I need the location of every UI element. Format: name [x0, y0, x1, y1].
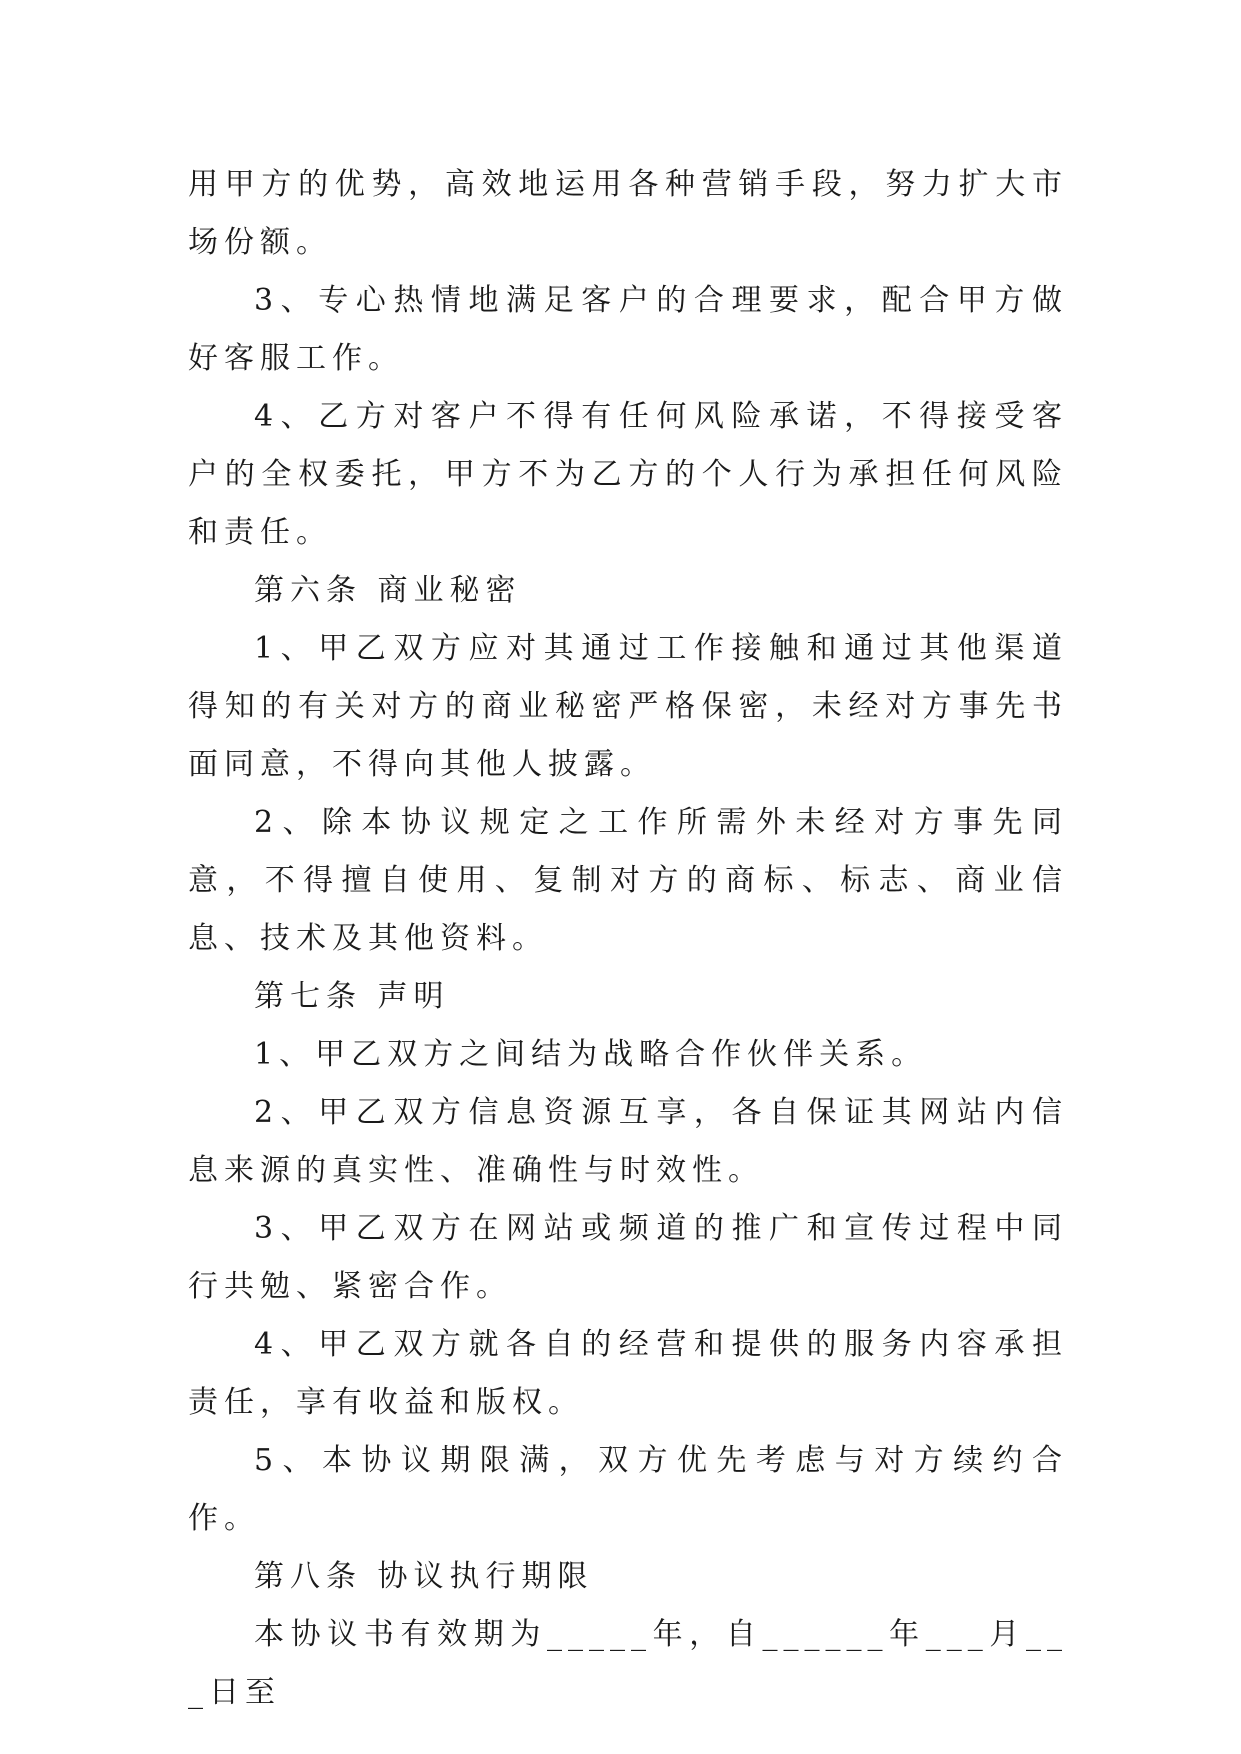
paragraph-statement-2: 2、甲乙双方信息资源互享，各自保证其网站内信息来源的真实性、准确性与时效性。 — [188, 1095, 1068, 1188]
paragraph-secret-2: 2、除本协议规定之工作所需外未经对方事先同意，不得擅自使用、复制对方的商标、标志、商业信息、技术及其他资料。 — [188, 805, 1068, 956]
paragraph-continuation: 用甲方的优势，高效地运用各种营销手段，努力扩大市场份额。 — [188, 167, 1068, 260]
document-body — [188, 156, 1068, 1722]
paragraph-term: 本协议书有效期为_____年，自______年___月___日至 — [188, 1617, 1068, 1710]
paragraph-statement-1: 1、甲乙双方之间结为战略合作伙伴关系。 — [254, 1037, 928, 1072]
paragraph-statement-5: 5、本协议期限满，双方优先考虑与对方续约合作。 — [188, 1443, 1068, 1536]
paragraph-item-3: 3、专心热情地满足客户的合理要求，配合甲方做好客服工作。 — [188, 283, 1068, 376]
paragraph-statement-4: 4、甲乙双方就各自的经营和提供的服务内容承担责任，享有收益和版权。 — [188, 1327, 1068, 1420]
paragraph-statement-3: 3、甲乙双方在网站或频道的推广和宣传过程中同行共勉、紧密合作。 — [188, 1211, 1068, 1304]
section-heading-8: 第八条 协议执行期限 — [254, 1559, 594, 1594]
paragraph-item-4: 4、乙方对客户不得有任何风险承诺，不得接受客户的全权委托，甲方不为乙方的个人行为承担任何风险和责任。 — [188, 399, 1068, 550]
paragraph-secret-1: 1、甲乙双方应对其通过工作接触和通过其他渠道得知的有关对方的商业秘密严格保密，未经对方事先书面同意，不得向其他人披露。 — [188, 631, 1068, 782]
section-heading-6: 第六条 商业秘密 — [254, 573, 522, 608]
section-heading-7: 第七条 声明 — [254, 979, 450, 1014]
